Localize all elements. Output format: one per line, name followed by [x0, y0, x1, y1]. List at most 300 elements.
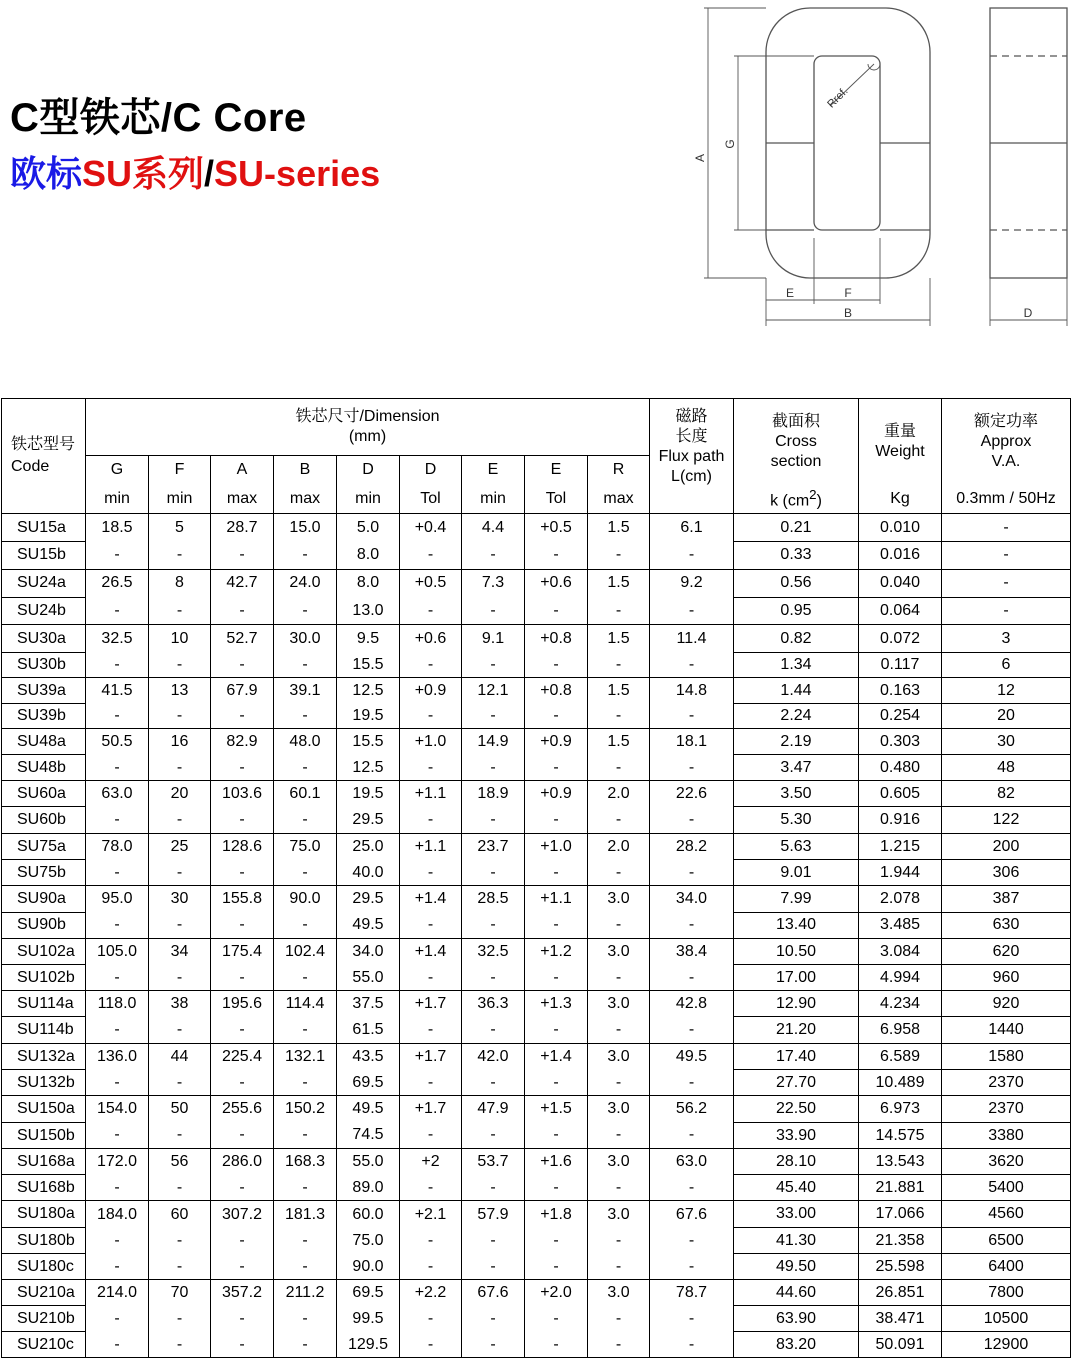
- table-cell: -: [588, 652, 650, 678]
- table-cell: -: [86, 1332, 149, 1358]
- table-row: [2, 704, 1071, 729]
- table-cell: 56: [149, 1149, 211, 1175]
- table-cell: -: [86, 597, 149, 625]
- core-code-cell: SU210c: [2, 1332, 86, 1358]
- table-cell: -: [211, 652, 274, 678]
- cross-unit-end: ): [816, 492, 822, 510]
- table-cell: -: [525, 1228, 588, 1254]
- table-cell: 22.50: [734, 1096, 859, 1123]
- table-cell: 16: [149, 729, 211, 755]
- table-cell: -: [211, 965, 274, 991]
- table-cell: -: [86, 1306, 149, 1332]
- subtitle-part4: SU-series: [214, 153, 381, 194]
- table-cell: 2.19: [734, 729, 859, 755]
- core-code-cell: SU15b: [2, 542, 86, 570]
- table-cell: -: [274, 1228, 337, 1254]
- table-cell: -: [650, 1175, 734, 1201]
- table-cell: 150.2: [274, 1096, 337, 1123]
- table-cell: -: [650, 1017, 734, 1044]
- table-cell: +0.9: [525, 729, 588, 755]
- table-cell: 63.0: [86, 781, 149, 807]
- table-cell: -: [462, 1175, 525, 1201]
- table-cell: 55.0: [337, 1149, 400, 1175]
- table-cell: -: [400, 807, 462, 834]
- core-code-cell: SU180b: [2, 1228, 86, 1254]
- table-cell: -: [400, 652, 462, 678]
- table-cell: +1.7: [400, 1096, 462, 1123]
- header-cross-en2: section: [770, 452, 822, 470]
- table-cell: 7800: [942, 1280, 1071, 1306]
- table-cell: 8: [149, 569, 211, 597]
- table-row: [2, 1280, 1071, 1306]
- table-cell: 10.50: [734, 938, 859, 965]
- table-cell: 34: [149, 938, 211, 965]
- table-cell: 40.0: [337, 860, 400, 886]
- table-cell: +2: [400, 1149, 462, 1175]
- table-cell: 168.3: [274, 1149, 337, 1175]
- table-cell: 2370: [942, 1096, 1071, 1123]
- table-row: [2, 1044, 1071, 1070]
- table-cell: -: [149, 1332, 211, 1358]
- table-cell: -: [588, 755, 650, 781]
- table-cell: 960: [942, 965, 1071, 991]
- table-body: [2, 514, 1071, 1358]
- table-cell: -: [650, 704, 734, 729]
- table-cell: -: [400, 1017, 462, 1044]
- core-code-cell: SU180c: [2, 1254, 86, 1280]
- table-cell: 0.016: [859, 542, 942, 570]
- table-cell: -: [525, 1175, 588, 1201]
- table-cell: 255.6: [211, 1096, 274, 1123]
- table-cell: +2.0: [525, 1280, 588, 1306]
- table-cell: 17.40: [734, 1044, 859, 1070]
- table-cell: 90.0: [274, 886, 337, 913]
- table-cell: 89.0: [337, 1175, 400, 1201]
- table-cell: 3.0: [588, 1201, 650, 1228]
- table-cell: 50: [149, 1096, 211, 1123]
- table-cell: -: [588, 1017, 650, 1044]
- table-cell: 4560: [942, 1201, 1071, 1228]
- table-cell: 25.598: [859, 1254, 942, 1280]
- table-cell: -: [86, 542, 149, 570]
- table-row: [2, 1122, 1071, 1149]
- table-cell: -: [650, 1332, 734, 1358]
- table-cell: -: [86, 860, 149, 886]
- table-cell: -: [274, 1332, 337, 1358]
- table-cell: 57.9: [462, 1201, 525, 1228]
- table-cell: 78.0: [86, 834, 149, 860]
- col-d-tol-sub: Tol: [400, 485, 462, 514]
- table-cell: -: [274, 542, 337, 570]
- table-cell: -: [462, 1306, 525, 1332]
- table-cell: +1.1: [525, 886, 588, 913]
- table-cell: -: [274, 1254, 337, 1280]
- table-cell: +1.0: [400, 729, 462, 755]
- table-cell: 3.0: [588, 1280, 650, 1306]
- core-code-cell: SU48b: [2, 755, 86, 781]
- table-cell: 38.471: [859, 1306, 942, 1332]
- table-cell: -: [525, 1070, 588, 1096]
- table-cell: 175.4: [211, 938, 274, 965]
- table-cell: 45.40: [734, 1175, 859, 1201]
- table-cell: 49.50: [734, 1254, 859, 1280]
- table-cell: 3.50: [734, 781, 859, 807]
- table-cell: 69.5: [337, 1070, 400, 1096]
- table-cell: 5.0: [337, 514, 400, 542]
- table-cell: 122: [942, 807, 1071, 834]
- table-cell: 306: [942, 860, 1071, 886]
- table-cell: 42.0: [462, 1044, 525, 1070]
- table-cell: 172.0: [86, 1149, 149, 1175]
- col-e-min-sub: min: [462, 485, 525, 514]
- header-cross-en1: Cross: [775, 432, 817, 450]
- core-code-cell: SU75a: [2, 834, 86, 860]
- table-cell: 49.5: [337, 1096, 400, 1123]
- table-cell: 0.82: [734, 625, 859, 653]
- table-cell: 3.47: [734, 755, 859, 781]
- core-code-cell: SU102a: [2, 938, 86, 965]
- table-cell: 42.7: [211, 569, 274, 597]
- table-cell: 60.1: [274, 781, 337, 807]
- col-g-sub: min: [86, 485, 149, 514]
- table-cell: 49.5: [337, 912, 400, 938]
- col-e-min: E: [462, 456, 525, 485]
- header-code: [2, 399, 86, 514]
- col-r-sub: max: [588, 485, 650, 514]
- table-cell: -: [650, 597, 734, 625]
- table-cell: -: [400, 912, 462, 938]
- table-cell: 184.0: [86, 1201, 149, 1228]
- table-cell: 50.5: [86, 729, 149, 755]
- table-cell: 2.0: [588, 834, 650, 860]
- header-power: [942, 399, 1071, 485]
- table-cell: 5: [149, 514, 211, 542]
- table-cell: -: [274, 1175, 337, 1201]
- table-row: [2, 965, 1071, 991]
- table-cell: 155.8: [211, 886, 274, 913]
- table-row: [2, 569, 1071, 597]
- cross-unit-sup: 2: [809, 487, 817, 503]
- table-cell: -: [462, 1017, 525, 1044]
- header-code-cn: 铁芯型号: [11, 436, 76, 453]
- table-cell: 67.6: [462, 1280, 525, 1306]
- table-cell: -: [525, 1017, 588, 1044]
- table-cell: -: [400, 1175, 462, 1201]
- table-cell: 21.20: [734, 1017, 859, 1044]
- table-cell: -: [149, 860, 211, 886]
- header-power-en2: V.A.: [991, 452, 1021, 470]
- table-cell: +1.8: [525, 1201, 588, 1228]
- header-weight: [859, 399, 942, 485]
- table-cell: 69.5: [337, 1280, 400, 1306]
- core-code-cell: SU114b: [2, 1017, 86, 1044]
- table-cell: -: [274, 860, 337, 886]
- table-cell: -: [211, 542, 274, 570]
- header-dimension: [86, 399, 650, 456]
- table-row: [2, 625, 1071, 653]
- table-cell: -: [274, 912, 337, 938]
- table-cell: -: [525, 912, 588, 938]
- table-cell: -: [86, 807, 149, 834]
- col-r: R: [588, 456, 650, 485]
- table-cell: -: [274, 1122, 337, 1149]
- table-cell: 15.0: [274, 514, 337, 542]
- table-cell: -: [588, 1175, 650, 1201]
- table-cell: -: [400, 1332, 462, 1358]
- table-cell: 28.2: [650, 834, 734, 860]
- table-cell: 6.973: [859, 1096, 942, 1123]
- header-flux-cn1: 磁路: [675, 408, 708, 425]
- table-cell: 6400: [942, 1254, 1071, 1280]
- table-cell: +1.6: [525, 1149, 588, 1175]
- table-cell: -: [400, 1254, 462, 1280]
- table-cell: 70: [149, 1280, 211, 1306]
- table-cell: 74.5: [337, 1122, 400, 1149]
- table-cell: -: [462, 1122, 525, 1149]
- table-cell: -: [86, 1228, 149, 1254]
- table-cell: -: [400, 1228, 462, 1254]
- table-cell: 3.0: [588, 938, 650, 965]
- table-cell: -: [650, 860, 734, 886]
- table-cell: -: [462, 1332, 525, 1358]
- table-cell: +0.9: [525, 781, 588, 807]
- label-rref: Rref.: [825, 85, 851, 111]
- table-cell: -: [274, 597, 337, 625]
- table-cell: 307.2: [211, 1201, 274, 1228]
- table-cell: -: [400, 965, 462, 991]
- table-cell: -: [525, 965, 588, 991]
- table-cell: -: [650, 965, 734, 991]
- table-cell: 225.4: [211, 1044, 274, 1070]
- table-cell: -: [588, 912, 650, 938]
- table-cell: 12900: [942, 1332, 1071, 1358]
- col-a-sub: max: [211, 485, 274, 514]
- table-cell: 63.90: [734, 1306, 859, 1332]
- core-code-cell: SU48a: [2, 729, 86, 755]
- subtitle-part1: 欧标: [10, 153, 83, 194]
- header-power-cn: 额定功率: [973, 412, 1038, 430]
- table-cell: +1.2: [525, 938, 588, 965]
- table-row: [2, 1201, 1071, 1228]
- table-cell: 60.0: [337, 1201, 400, 1228]
- table-cell: 0.33: [734, 542, 859, 570]
- table-cell: 9.1: [462, 625, 525, 653]
- table-cell: -: [942, 542, 1071, 570]
- col-a: A: [211, 456, 274, 485]
- table-cell: 26.5: [86, 569, 149, 597]
- table-cell: -: [149, 597, 211, 625]
- header-flux-cn2: 长度: [675, 428, 708, 445]
- table-cell: -: [525, 1254, 588, 1280]
- table-cell: 15.5: [337, 729, 400, 755]
- table-cell: 1.5: [588, 569, 650, 597]
- table-cell: -: [462, 755, 525, 781]
- table-cell: -: [525, 704, 588, 729]
- table-cell: 9.01: [734, 860, 859, 886]
- table-cell: 15.5: [337, 652, 400, 678]
- table-cell: -: [650, 1122, 734, 1149]
- table-cell: +2.2: [400, 1280, 462, 1306]
- table-cell: 0.072: [859, 625, 942, 653]
- table-cell: -: [211, 1306, 274, 1332]
- table-cell: 5.30: [734, 807, 859, 834]
- table-cell: +0.8: [525, 625, 588, 653]
- table-row: [2, 886, 1071, 913]
- col-d-tol: D: [400, 456, 462, 485]
- table-cell: 1.5: [588, 678, 650, 704]
- table-cell: 33.00: [734, 1201, 859, 1228]
- table-cell: 63.0: [650, 1149, 734, 1175]
- table-cell: 3: [942, 625, 1071, 653]
- table-cell: -: [525, 755, 588, 781]
- table-cell: 102.4: [274, 938, 337, 965]
- table-cell: -: [588, 1306, 650, 1332]
- table-cell: -: [588, 1332, 650, 1358]
- table-cell: 286.0: [211, 1149, 274, 1175]
- table-cell: 42.8: [650, 991, 734, 1017]
- col-e-tol: E: [525, 456, 588, 485]
- table-cell: -: [274, 704, 337, 729]
- table-cell: 128.6: [211, 834, 274, 860]
- table-cell: 30.0: [274, 625, 337, 653]
- table-cell: 44.60: [734, 1280, 859, 1306]
- table-cell: 67.9: [211, 678, 274, 704]
- table-row: [2, 729, 1071, 755]
- table-cell: +1.4: [400, 886, 462, 913]
- table-cell: 6500: [942, 1228, 1071, 1254]
- core-code-cell: SU39a: [2, 678, 86, 704]
- header-flux-unit: L(cm): [671, 468, 712, 485]
- table-cell: -: [86, 1175, 149, 1201]
- table-cell: 12: [942, 678, 1071, 704]
- table-cell: 920: [942, 991, 1071, 1017]
- table-cell: 12.90: [734, 991, 859, 1017]
- table-row: [2, 678, 1071, 704]
- table-row: [2, 652, 1071, 678]
- table-cell: 4.994: [859, 965, 942, 991]
- table-cell: 21.358: [859, 1228, 942, 1254]
- table-cell: 3.0: [588, 1044, 650, 1070]
- table-cell: -: [149, 1228, 211, 1254]
- table-cell: 41.5: [86, 678, 149, 704]
- table-cell: -: [274, 807, 337, 834]
- table-cell: -: [588, 1228, 650, 1254]
- col-d-min-sub: min: [337, 485, 400, 514]
- table-cell: 200: [942, 834, 1071, 860]
- table-cell: -: [149, 704, 211, 729]
- table-cell: 0.163: [859, 678, 942, 704]
- table-cell: -: [525, 597, 588, 625]
- table-cell: 25.0: [337, 834, 400, 860]
- table-cell: +1.4: [400, 938, 462, 965]
- table-cell: 39.1: [274, 678, 337, 704]
- table-row: [2, 1096, 1071, 1123]
- table-cell: 0.064: [859, 597, 942, 625]
- table-cell: -: [211, 755, 274, 781]
- table-cell: -: [211, 704, 274, 729]
- table-row: [2, 1070, 1071, 1096]
- table-cell: 2.24: [734, 704, 859, 729]
- table-cell: 61.5: [337, 1017, 400, 1044]
- table-row: [2, 1017, 1071, 1044]
- table-cell: 0.480: [859, 755, 942, 781]
- table-cell: 34.0: [337, 938, 400, 965]
- col-weight-unit: Kg: [859, 485, 942, 514]
- table-cell: +0.5: [400, 569, 462, 597]
- table-cell: -: [650, 755, 734, 781]
- core-code-cell: SU168b: [2, 1175, 86, 1201]
- label-g: G: [723, 139, 737, 149]
- table-cell: -: [86, 1017, 149, 1044]
- table-row: [2, 1306, 1071, 1332]
- table-cell: 24.0: [274, 569, 337, 597]
- table-cell: 44: [149, 1044, 211, 1070]
- table-cell: 3.084: [859, 938, 942, 965]
- table-cell: 114.4: [274, 991, 337, 1017]
- table-cell: -: [650, 652, 734, 678]
- table-cell: 387: [942, 886, 1071, 913]
- table-cell: +1.7: [400, 991, 462, 1017]
- table-cell: -: [149, 1070, 211, 1096]
- table-cell: 6.589: [859, 1044, 942, 1070]
- label-e: E: [785, 286, 795, 300]
- header-cross-cn: 截面积: [771, 412, 820, 430]
- table-row: [2, 860, 1071, 886]
- table-cell: 13.0: [337, 597, 400, 625]
- table-cell: 9.5: [337, 625, 400, 653]
- table-cell: 211.2: [274, 1280, 337, 1306]
- table-cell: 129.5: [337, 1332, 400, 1358]
- header-dimension-label: 铁芯尺寸/Dimension: [295, 408, 440, 425]
- table-cell: -: [650, 1306, 734, 1332]
- table-cell: -: [462, 1228, 525, 1254]
- table-cell: -: [400, 704, 462, 729]
- table-row: [2, 912, 1071, 938]
- table-cell: 19.5: [337, 704, 400, 729]
- table-cell: 357.2: [211, 1280, 274, 1306]
- table-cell: 36.3: [462, 991, 525, 1017]
- table-cell: +1.4: [525, 1044, 588, 1070]
- table-cell: -: [211, 1017, 274, 1044]
- table-cell: 5.63: [734, 834, 859, 860]
- table-cell: -: [86, 1254, 149, 1280]
- table-cell: -: [86, 704, 149, 729]
- table-cell: -: [588, 1254, 650, 1280]
- table-cell: -: [211, 807, 274, 834]
- table-cell: -: [525, 807, 588, 834]
- table-cell: 30: [942, 729, 1071, 755]
- table-cell: 18.1: [650, 729, 734, 755]
- table-cell: 48: [942, 755, 1071, 781]
- core-code-cell: SU114a: [2, 991, 86, 1017]
- table-cell: -: [149, 807, 211, 834]
- label-b: B: [843, 306, 853, 320]
- table-cell: 33.90: [734, 1122, 859, 1149]
- c-core-diagram: [688, 2, 1078, 332]
- table-cell: -: [462, 1070, 525, 1096]
- table-cell: 3.0: [588, 1149, 650, 1175]
- table-cell: 47.9: [462, 1096, 525, 1123]
- core-code-cell: SU39b: [2, 704, 86, 729]
- table-cell: 3.485: [859, 912, 942, 938]
- table-cell: -: [400, 597, 462, 625]
- table-cell: +1.3: [525, 991, 588, 1017]
- core-code-cell: SU90b: [2, 912, 86, 938]
- table-cell: 13.543: [859, 1149, 942, 1175]
- table-cell: 82: [942, 781, 1071, 807]
- table-cell: 29.5: [337, 886, 400, 913]
- table-cell: -: [400, 1070, 462, 1096]
